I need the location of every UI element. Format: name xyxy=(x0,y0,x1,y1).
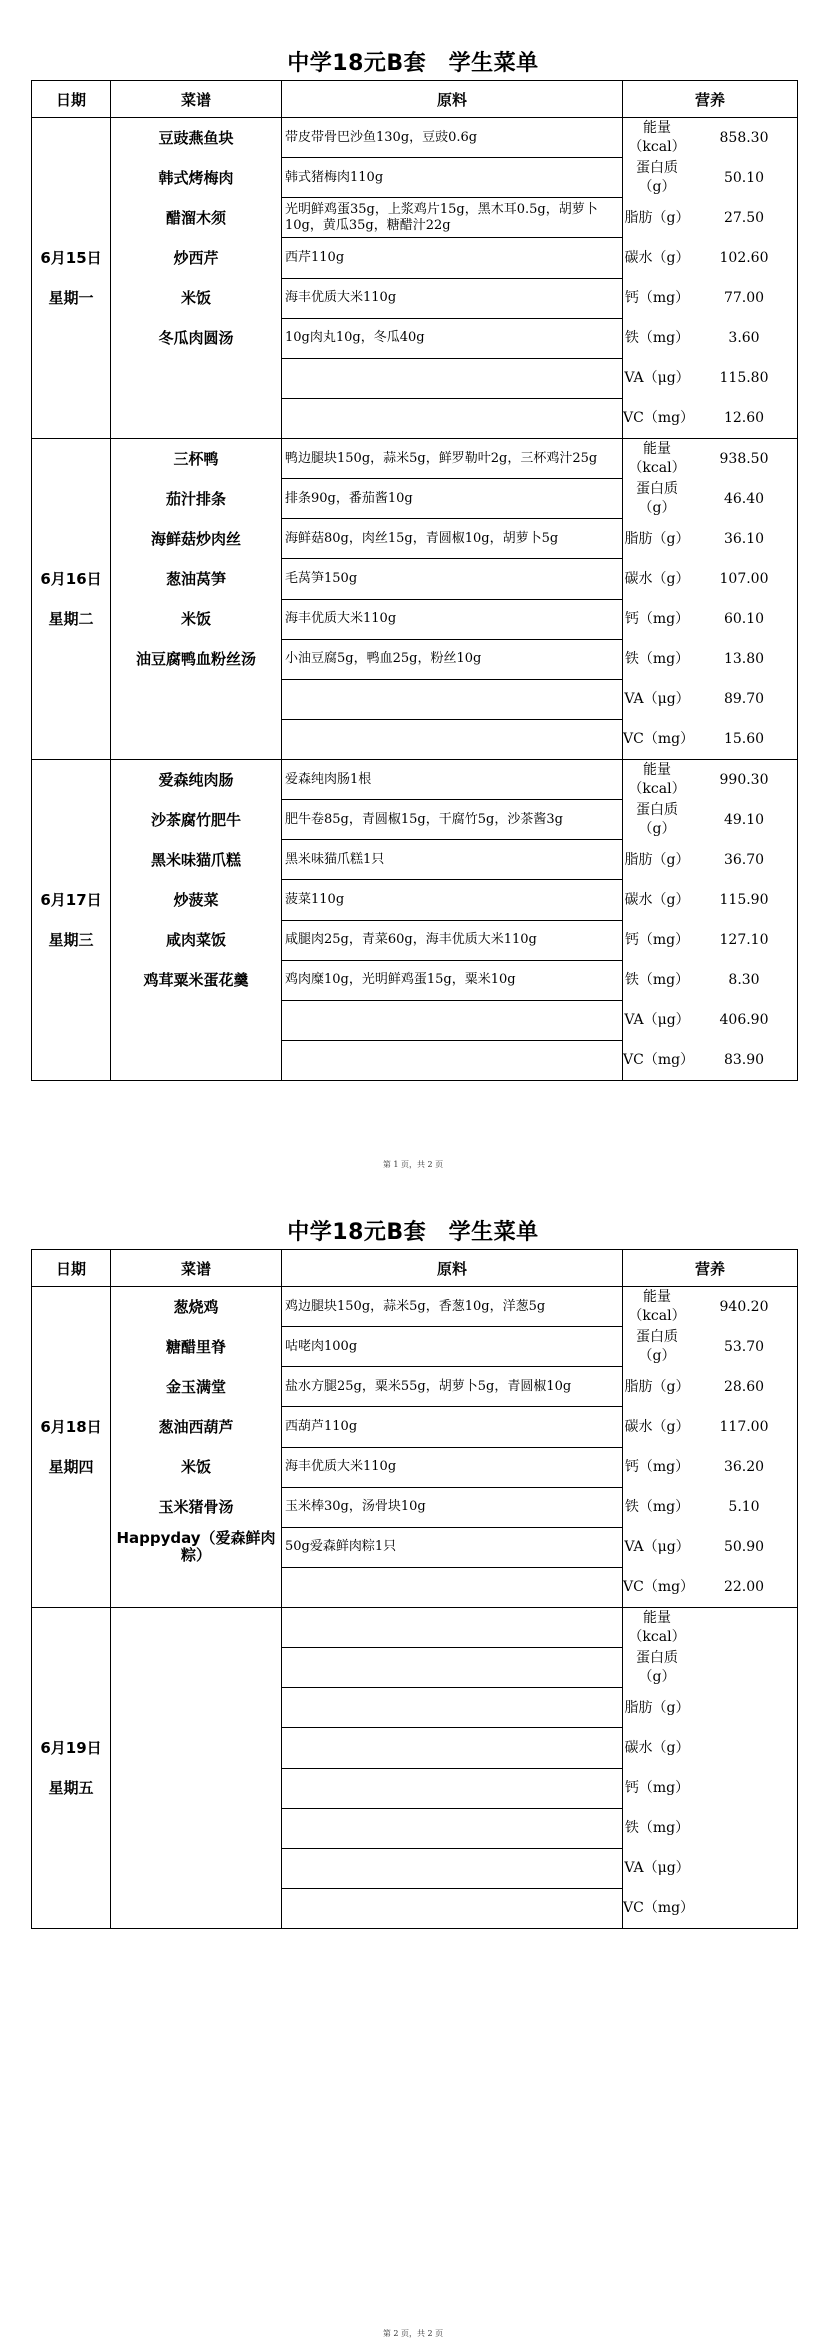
nutrition-label: 钙（mg） xyxy=(624,1458,690,1475)
nutrition-label: 碳水（g） xyxy=(624,891,690,908)
header-ingredients: 原料 xyxy=(282,81,623,118)
day-block xyxy=(32,118,798,439)
nutrition-value: 89.70 xyxy=(723,691,765,707)
ingredient-cell: 鸡肉糜10g，光明鲜鸡蛋15g，粟米10g xyxy=(282,960,623,1000)
nutrition-label: 脂肪（g） xyxy=(624,851,690,868)
ingredient-cell xyxy=(282,679,623,719)
page-footer: 第 1 页，共 2 页 xyxy=(382,1160,444,1169)
dish-name: 玉米猪骨汤 xyxy=(158,1497,234,1516)
nutrition-row xyxy=(623,519,797,559)
nutrition-label: VC（mg） xyxy=(623,730,695,747)
nutrition-label: VA（μg） xyxy=(624,1011,690,1028)
ingredient-cell: 盐水方腿25g，粟米55g，胡萝卜5g，青圆椒10g xyxy=(282,1367,623,1407)
nutrition-row xyxy=(623,398,797,438)
ingredient-cell: 黑米味猫爪糕1只 xyxy=(282,840,623,880)
nutrition-row xyxy=(623,639,797,679)
nutrition-cell xyxy=(623,439,798,760)
nutrition-label: 能量（kcal） xyxy=(628,1610,686,1645)
ingredient-cell xyxy=(282,1000,623,1040)
dish-name: 茄汁排条 xyxy=(165,489,226,508)
nutrition-row xyxy=(623,1327,797,1367)
nutrition-cell xyxy=(623,760,798,1081)
nutrition-row xyxy=(623,760,797,800)
ingredient-cell xyxy=(282,1728,623,1768)
day-block xyxy=(32,760,798,1081)
date-label: 6月17日 xyxy=(40,891,102,909)
nutrition-label: 脂肪（g） xyxy=(624,209,690,226)
dishes-cell xyxy=(111,118,282,439)
nutrition-row xyxy=(623,238,797,278)
nutrition-label: 碳水（g） xyxy=(624,1418,690,1435)
nutrition-value: 53.70 xyxy=(723,1339,765,1355)
ingredient-cell: 肥牛卷85g，青圆椒15g，干腐竹5g，沙茶酱3g xyxy=(282,800,623,840)
nutrition-row xyxy=(623,439,797,479)
date-cell xyxy=(32,439,111,760)
page-1 xyxy=(0,0,826,1169)
nutrition-label: 铁（mg） xyxy=(624,1819,690,1836)
nutrition-value: 117.00 xyxy=(719,1419,769,1435)
nutrition-row xyxy=(623,880,797,920)
nutrition-label: 钙（mg） xyxy=(624,610,690,627)
nutrition-row xyxy=(623,719,797,759)
nutrition-value: 990.30 xyxy=(719,772,769,788)
dish-name: 米饭 xyxy=(180,609,211,628)
nutrition-label: 脂肪（g） xyxy=(624,1699,690,1716)
dishes-cell xyxy=(111,1287,282,1608)
ingredient-cell xyxy=(282,358,623,398)
nutrition-label: 碳水（g） xyxy=(624,249,690,266)
page-footer: 第 2 页，共 2 页 xyxy=(382,2329,444,2338)
nutrition-row xyxy=(623,1648,797,1688)
header-date: 日期 xyxy=(32,81,111,118)
nutrition-row xyxy=(623,1447,797,1487)
dish-name: 冬瓜肉圆汤 xyxy=(158,328,234,347)
table-row xyxy=(32,760,798,800)
dish-name: 韩式烤梅肉 xyxy=(158,168,234,187)
nutrition-label: 能量（kcal） xyxy=(628,120,686,155)
nutrition-value: 107.00 xyxy=(719,571,769,587)
nutrition-row xyxy=(623,679,797,719)
nutrition-row xyxy=(623,1688,797,1728)
nutrition-row xyxy=(623,1487,797,1527)
nutrition-value: 940.20 xyxy=(719,1299,769,1315)
nutrition-value: 5.10 xyxy=(728,1499,760,1515)
nutrition-value: 27.50 xyxy=(723,210,765,226)
ingredient-cell: 玉米棒30g，汤骨块10g xyxy=(282,1487,623,1527)
dishes-cell xyxy=(111,760,282,1081)
nutrition-label: 能量（kcal） xyxy=(628,762,686,797)
nutrition-label: 蛋白质（g） xyxy=(636,802,678,837)
ingredient-cell xyxy=(282,1888,623,1928)
nutrition-value: 8.30 xyxy=(728,972,760,988)
nutrition-row xyxy=(623,479,797,519)
nutrition-label: 铁（mg） xyxy=(624,1498,690,1515)
nutrition-value: 115.80 xyxy=(719,370,769,386)
nutrition-value: 28.60 xyxy=(723,1379,765,1395)
nutrition-value: 406.90 xyxy=(719,1012,769,1028)
nutrition-value: 13.80 xyxy=(723,651,765,667)
nutrition-row xyxy=(623,1407,797,1447)
dish-name: 三杯鸭 xyxy=(173,449,219,468)
nutrition-label: VC（mg） xyxy=(623,1051,695,1068)
weekday-label: 星期二 xyxy=(48,610,94,628)
nutrition-row xyxy=(623,920,797,960)
nutrition-label: VA（μg） xyxy=(624,690,690,707)
nutrition-value: 858.30 xyxy=(719,130,769,146)
nutrition-value: 50.90 xyxy=(723,1539,765,1555)
ingredient-cell: 韩式猪梅肉110g xyxy=(282,158,623,198)
dish-name: 黑米味猫爪糕 xyxy=(150,850,241,869)
date-cell xyxy=(32,1608,111,1929)
nutrition-row xyxy=(623,1367,797,1407)
ingredient-cell: 咸腿肉25g，青菜60g，海丰优质大米110g xyxy=(282,920,623,960)
dish-name: 醋溜木须 xyxy=(165,208,226,227)
nutrition-value: 127.10 xyxy=(719,932,769,948)
nutrition-label: 碳水（g） xyxy=(624,1739,690,1756)
ingredient-cell: 排条90g，番茄酱10g xyxy=(282,479,623,519)
ingredient-cell xyxy=(282,1567,623,1607)
nutrition-value: 36.20 xyxy=(723,1459,765,1475)
nutrition-value: 49.10 xyxy=(723,812,765,828)
nutrition-value: 938.50 xyxy=(719,451,769,467)
nutrition-value: 60.10 xyxy=(723,611,765,627)
day-block xyxy=(32,439,798,760)
nutrition-row xyxy=(623,118,797,158)
nutrition-row xyxy=(623,278,797,318)
nutrition-row xyxy=(623,318,797,358)
ingredient-cell: 小油豆腐5g，鸭血25g，粉丝10g xyxy=(282,639,623,679)
nutrition-row xyxy=(623,559,797,599)
date-label: 6月18日 xyxy=(40,1418,102,1436)
ingredient-cell: 带皮带骨巴沙鱼130g，豆豉0.6g xyxy=(282,118,623,158)
nutrition-label: 钙（mg） xyxy=(624,1779,690,1796)
nutrition-label: 能量（kcal） xyxy=(628,1289,686,1324)
nutrition-cell xyxy=(623,118,798,439)
nutrition-value: 15.60 xyxy=(723,731,765,747)
nutrition-row xyxy=(623,358,797,398)
nutrition-row xyxy=(623,1808,797,1848)
nutrition-label: 蛋白质（g） xyxy=(636,1329,678,1364)
page-title: 中学18元B套 学生菜单 xyxy=(287,51,539,76)
ingredient-cell xyxy=(282,1648,623,1688)
dish-name: 爱森纯肉肠 xyxy=(158,770,234,789)
day-block xyxy=(32,1287,798,1608)
nutrition-row xyxy=(623,1768,797,1808)
dish-name: 炒菠菜 xyxy=(173,890,219,909)
ingredient-cell xyxy=(282,398,623,438)
table-row xyxy=(32,1608,798,1648)
nutrition-label: 钙（mg） xyxy=(624,289,690,306)
dish-name: 米饭 xyxy=(180,288,211,307)
weekday-label: 星期三 xyxy=(48,931,94,949)
nutrition-value: 115.90 xyxy=(719,892,769,908)
ingredient-cell xyxy=(282,1808,623,1848)
date-label: 6月19日 xyxy=(40,1739,102,1757)
nutrition-value: 50.10 xyxy=(723,170,765,186)
weekday-label: 星期五 xyxy=(48,1779,94,1797)
nutrition-value: 36.10 xyxy=(723,531,765,547)
table-row xyxy=(32,118,798,158)
nutrition-label: 蛋白质（g） xyxy=(636,481,678,516)
table-row xyxy=(32,439,798,479)
nutrition-row xyxy=(623,1527,797,1567)
ingredient-cell: 海丰优质大米110g xyxy=(282,599,623,639)
ingredient-cell xyxy=(282,1848,623,1888)
dish-name: 咸肉菜饭 xyxy=(165,930,226,949)
nutrition-label: 钙（mg） xyxy=(624,931,690,948)
nutrition-row xyxy=(623,840,797,880)
nutrition-row xyxy=(623,1728,797,1768)
nutrition-row xyxy=(623,1608,797,1648)
dishes-cell xyxy=(111,1608,282,1929)
dishes-cell xyxy=(111,439,282,760)
nutrition-label: 蛋白质（g） xyxy=(636,160,678,195)
header-date: 日期 xyxy=(32,1250,111,1287)
nutrition-label: VC（mg） xyxy=(623,1899,695,1916)
nutrition-row xyxy=(623,1000,797,1040)
nutrition-cell xyxy=(623,1287,798,1608)
nutrition-value: 77.00 xyxy=(723,290,765,306)
nutrition-value: 3.60 xyxy=(728,330,760,346)
nutrition-label: 铁（mg） xyxy=(624,650,690,667)
nutrition-label: 脂肪（g） xyxy=(624,530,690,547)
date-cell xyxy=(32,1287,111,1608)
nutrition-value: 12.60 xyxy=(723,410,765,426)
ingredient-cell: 鸡边腿块150g，蒜米5g，香葱10g，洋葱5g xyxy=(282,1287,623,1327)
nutrition-row xyxy=(623,1040,797,1080)
date-label: 6月16日 xyxy=(40,570,102,588)
nutrition-label: VC（mg） xyxy=(623,1578,695,1595)
nutrition-row xyxy=(623,599,797,639)
dish-name: Happyday（爱森鲜肉粽） xyxy=(116,1529,276,1564)
header-dishes: 菜谱 xyxy=(111,1250,282,1287)
ingredient-cell xyxy=(282,1768,623,1808)
dish-name: 炒西芹 xyxy=(173,248,219,267)
ingredient-cell: 毛莴笋150g xyxy=(282,559,623,599)
nutrition-value: 36.70 xyxy=(723,852,765,868)
nutrition-value: 102.60 xyxy=(719,250,769,266)
nutrition-label: VA（μg） xyxy=(624,1859,690,1876)
nutrition-value: 46.40 xyxy=(723,491,765,507)
dish-name: 糖醋里脊 xyxy=(165,1337,226,1356)
ingredient-cell: 海丰优质大米110g xyxy=(282,1447,623,1487)
dish-name: 葱烧鸡 xyxy=(173,1297,219,1316)
nutrition-label: 脂肪（g） xyxy=(624,1378,690,1395)
dish-name: 米饭 xyxy=(180,1457,211,1476)
nutrition-row xyxy=(623,960,797,1000)
dish-name: 葱油西葫芦 xyxy=(158,1417,234,1436)
ingredient-cell: 海鲜菇80g，肉丝15g，青圆椒10g，胡萝卜5g xyxy=(282,519,623,559)
ingredient-cell: 爱森纯肉肠1根 xyxy=(282,760,623,800)
ingredient-cell: 50g爱森鲜肉粽1只 xyxy=(282,1527,623,1567)
weekday-label: 星期四 xyxy=(48,1458,94,1476)
nutrition-label: 铁（mg） xyxy=(624,329,690,346)
dish-name: 金玉满堂 xyxy=(165,1377,226,1396)
date-cell xyxy=(32,118,111,439)
dish-name: 沙茶腐竹肥牛 xyxy=(150,810,241,829)
nutrition-label: 铁（mg） xyxy=(624,971,690,988)
nutrition-label: VA（μg） xyxy=(624,1538,690,1555)
header-nutrition: 营养 xyxy=(623,81,798,118)
nutrition-label: 蛋白质（g） xyxy=(636,1650,678,1685)
date-label: 6月15日 xyxy=(40,249,102,267)
ingredient-cell xyxy=(282,1608,623,1648)
nutrition-label: VA（μg） xyxy=(624,369,690,386)
dish-name: 葱油莴笋 xyxy=(165,569,226,588)
nutrition-row xyxy=(623,158,797,198)
nutrition-row xyxy=(623,800,797,840)
nutrition-label: VC（mg） xyxy=(623,409,695,426)
nutrition-row xyxy=(623,1888,797,1928)
ingredient-cell: 光明鲜鸡蛋35g，上浆鸡片15g，黑木耳0.5g，胡萝卜10g，黄瓜35g，糖醋汁22g xyxy=(282,198,623,238)
nutrition-row xyxy=(623,1287,797,1327)
nutrition-value: 83.90 xyxy=(723,1052,765,1068)
weekday-label: 星期一 xyxy=(48,289,94,307)
page-title: 中学18元B套 学生菜单 xyxy=(287,1220,539,1245)
ingredient-cell: 鸭边腿块150g，蒜米5g，鲜罗勒叶2g，三杯鸡汁25g xyxy=(282,439,623,479)
header-ingredients: 原料 xyxy=(282,1250,623,1287)
header-dishes: 菜谱 xyxy=(111,81,282,118)
dish-name: 鸡茸粟米蛋花羹 xyxy=(143,970,249,989)
menu-table xyxy=(31,80,798,1081)
nutrition-label: 能量（kcal） xyxy=(628,441,686,476)
table-row xyxy=(32,1287,798,1327)
day-block xyxy=(32,1608,798,1929)
nutrition-row xyxy=(623,1567,797,1607)
date-cell xyxy=(32,760,111,1081)
ingredient-cell: 10g肉丸10g，冬瓜40g xyxy=(282,318,623,358)
dish-name: 豆豉燕鱼块 xyxy=(158,128,234,147)
nutrition-value: 22.00 xyxy=(723,1579,765,1595)
ingredient-cell xyxy=(282,1040,623,1080)
dish-name: 油豆腐鸭血粉丝汤 xyxy=(135,649,256,668)
ingredient-cell: 菠菜110g xyxy=(282,880,623,920)
menu-table xyxy=(31,1249,798,1929)
nutrition-label: 碳水（g） xyxy=(624,570,690,587)
nutrition-row xyxy=(623,1848,797,1888)
ingredient-cell: 咕咾肉100g xyxy=(282,1327,623,1367)
dish-name: 海鲜菇炒肉丝 xyxy=(150,529,241,548)
ingredient-cell: 西葫芦110g xyxy=(282,1407,623,1447)
nutrition-row xyxy=(623,198,797,238)
ingredient-cell xyxy=(282,719,623,759)
nutrition-cell xyxy=(623,1608,798,1929)
page-2 xyxy=(0,1169,826,2338)
ingredient-cell xyxy=(282,1688,623,1728)
ingredient-cell: 西芹110g xyxy=(282,238,623,278)
header-nutrition: 营养 xyxy=(623,1250,798,1287)
ingredient-cell: 海丰优质大米110g xyxy=(282,278,623,318)
